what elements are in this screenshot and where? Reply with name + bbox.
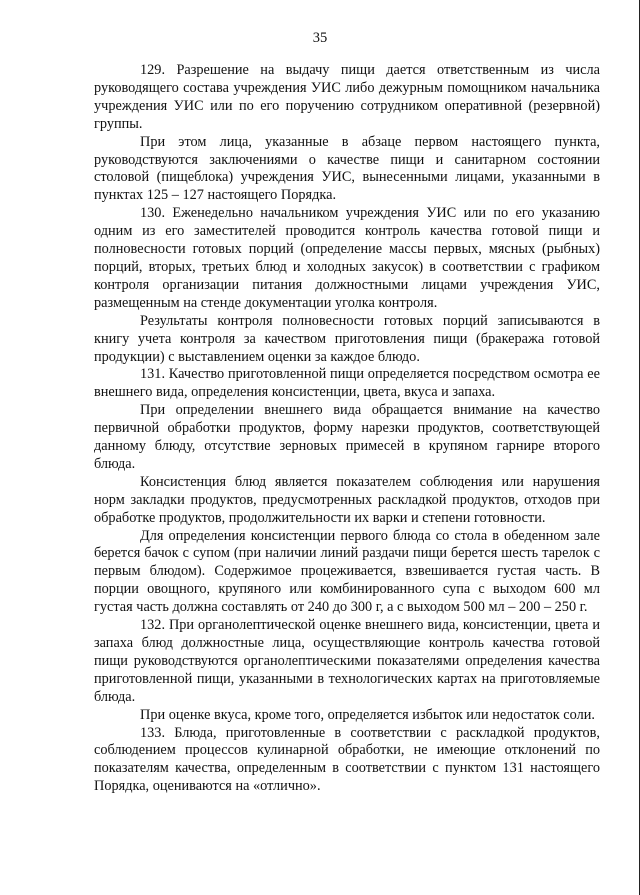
paragraph-129: 129. Разрешение на выдачу пищи дается ответственным из числа руководящего состава учреждения УИС либо дежурным помощником начальника учреждения УИС или по его поручению сотрудником оперативной (резервной) группы. xyxy=(94,62,600,132)
paragraph-130: 130. Еженедельно начальником учреждения УИС или по его указанию одним из его заместителей проводится контроль качества готовой пищи и полновесности готовых порций (определение массы первых, мясных (рыбных) порций, вторых, третьих блюд и холодных закусок) в соответствии с графиком контроля организации питания должностными лицами учреждения УИС, размещенным на стенде документации уголка контроля. xyxy=(94,205,600,311)
paragraph-129-note: При этом лица, указанные в абзаце первом настоящего пункта, руководствуются заключениями о качестве пищи и санитарном состоянии столовой (пищеблока) учреждения УИС, вынесенными лицами, указанными в пунктах 125 – 127 настоящего Порядка. xyxy=(94,133,600,204)
page-number: 35 xyxy=(312,30,328,46)
paragraph-131: 131. Качество приготовленной пищи определяется посредством осмотра ее внешнего вида, определения консистенции, цвета, вкуса и запаха. xyxy=(94,366,600,401)
paragraph-130-results: Результаты контроля полновесности готовых порций записываются в книгу учета контроля за качеством приготовления пищи (бракеража готовой продукции) с выставлением оценки за каждое блюдо. xyxy=(94,312,600,365)
paragraph-132: 132. При органолептической оценке внешнего вида, консистенции, цвета и запаха блюд должностные лица, осуществляющие контроль качества готовой пищи руководствуются органолептическими показателями определения качества приготовленной пищи, указанными в технологических картах на приготовляемые блюда. xyxy=(94,617,600,705)
paragraph-132-taste: При оценке вкуса, кроме того, определяется избыток или недостаток соли. xyxy=(140,706,595,723)
paragraph-131-appearance: При определении внешнего вида обращается внимание на качество первичной обработки продуктов, форму нарезки продуктов, соответствующей данному блюду, отсутствие зерновых примесей в крупяном гарнире второго блюда. xyxy=(94,402,600,472)
document-body xyxy=(94,62,600,796)
paragraph-131-consistency: Консистенция блюд является показателем соблюдения или нарушения норм закладки продуктов, предусмотренных раскладкой продуктов, отходов при обработке продуктов, продолжительности их варки и степени готовности. xyxy=(94,473,600,526)
paragraph-131-first-course: Для определения консистенции первого блюда со стола в обеденном зале берется бачок с супом (при наличии линий раздачи пищи берется шесть тарелок с первым блюдом). Содержимое процеживается, взвешивается густая часть. В порции овощного, крупяного или комбинированного супа с выходом 600 мл густая часть должна составлять от 240 до 300 г, а с выходом 500 мл – 200 – 250 г. xyxy=(94,527,600,616)
paragraph-133: 133. Блюда, приготовленные в соответствии с раскладкой продуктов, соблюдением процессов кулинарной обработки, не имеющие отклонений по показателям качества, определенным в соответствии с пунктом 131 настоящего Порядка, оцениваются на «отлично». xyxy=(94,724,600,795)
